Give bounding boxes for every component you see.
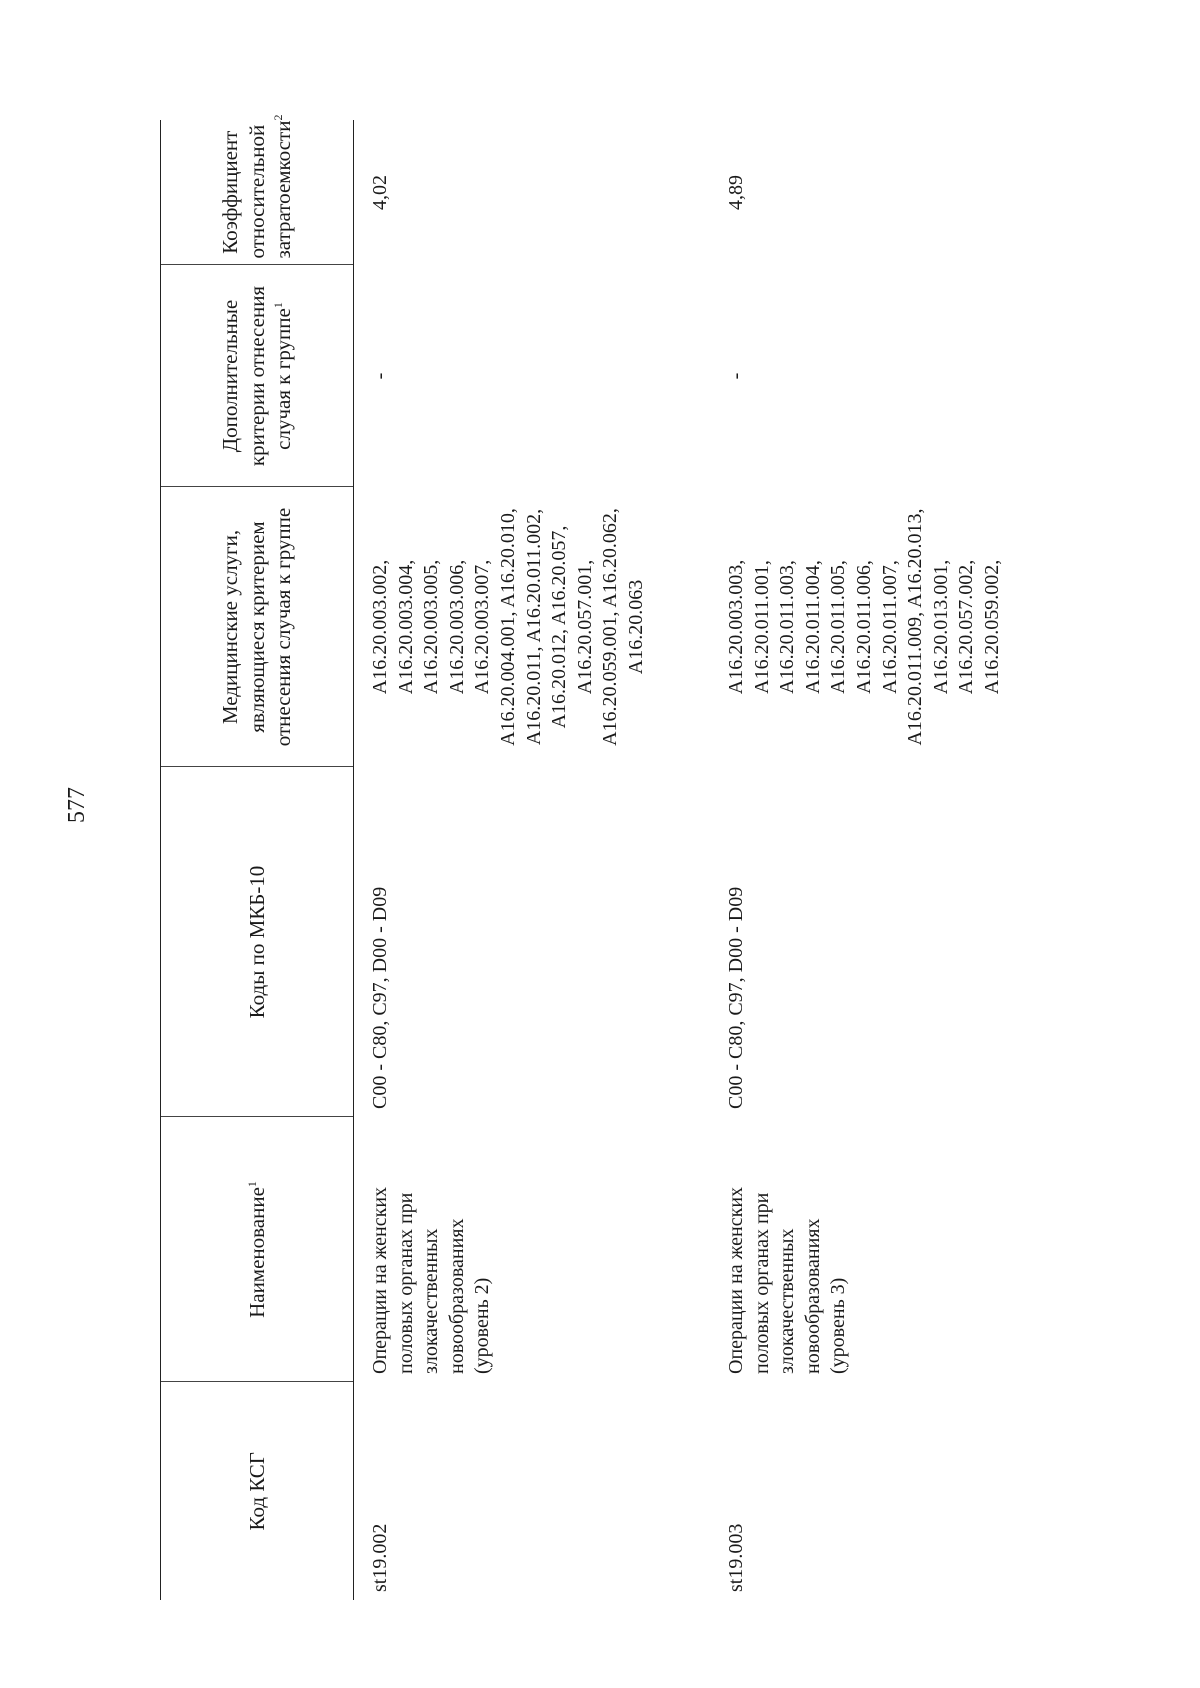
header-name: Наименование$^1$ xyxy=(161,1117,354,1382)
header-additional-criteria: Дополнительные критерии отнесения случая к группе$^1$ xyxy=(161,265,354,487)
name-line: новообразованиях xyxy=(801,1218,824,1374)
service-line: A16.20.011.005, xyxy=(827,560,850,694)
ksg-table xyxy=(160,114,1016,1600)
coefficient-cell: 4,02 xyxy=(369,175,391,210)
service-line: A16.20.011.003, xyxy=(776,560,799,694)
name-line: злокачественных xyxy=(776,1228,799,1374)
service-line: A16.20.063 xyxy=(624,579,647,675)
page-number: 577 xyxy=(64,787,90,823)
service-line: A16.20.011, A16.20.011.002, xyxy=(522,508,545,746)
service-line: A16.20.059.002, xyxy=(980,559,1003,695)
header-coefficient: Коэффициент относительной затратоемкости$^2$ xyxy=(161,120,354,265)
criteria-cell: - xyxy=(369,372,391,380)
name-line: (уровень 2) xyxy=(471,1277,494,1374)
name-line: злокачественных xyxy=(420,1228,443,1374)
service-line: A16.20.057.001, xyxy=(573,559,596,695)
header-medical-services: Медицинские услуги, являющиеся критерием отнесения случая к группе xyxy=(161,487,354,767)
name-line: Операции на женских xyxy=(369,1186,391,1374)
service-line: A16.20.011.009, A16.20.013, xyxy=(904,508,927,746)
service-line: A16.20.011.001, xyxy=(750,560,773,694)
name-cell xyxy=(354,1117,711,1382)
service-line: A16.20.003.006, xyxy=(445,559,468,695)
ksg-code-cell: st19.003 xyxy=(725,1523,747,1592)
coefficient-cell: 4,89 xyxy=(725,175,747,210)
name-line: Операции на женских xyxy=(725,1186,747,1374)
header-ksg-code: Код КСГ xyxy=(161,1382,354,1600)
service-line: A16.20.003.007, xyxy=(471,559,494,695)
services-cell xyxy=(354,487,711,767)
service-line: A16.20.003.003, xyxy=(725,559,747,695)
service-line: A16.20.004.001, A16.20.010, xyxy=(496,508,519,746)
service-line: A16.20.003.002, xyxy=(369,559,391,695)
name-line: половых органах при xyxy=(394,1192,417,1374)
table-header-row xyxy=(161,120,354,1600)
service-line: A16.20.057.002, xyxy=(955,559,978,695)
name-line: (уровень 3) xyxy=(827,1277,850,1374)
ksg-code-cell: st19.002 xyxy=(369,1523,391,1592)
service-line: A16.20.012, A16.20.057, xyxy=(548,525,571,729)
service-line: A16.20.011.007, xyxy=(878,560,901,694)
criteria-cell: - xyxy=(725,372,747,380)
icd-codes-cell: C00 - C80, C97, D00 - D09 xyxy=(369,886,391,1109)
services-cell xyxy=(710,487,1016,767)
table-row xyxy=(354,120,711,1600)
service-line: A16.20.011.004, xyxy=(801,560,824,694)
rotated-page xyxy=(160,114,1160,1600)
icd-codes-cell: C00 - C80, C97, D00 - D09 xyxy=(725,886,747,1109)
service-line: A16.20.003.004, xyxy=(394,559,417,695)
table-row xyxy=(710,120,1016,1600)
header-icd-codes: Коды по МКБ-10 xyxy=(161,767,354,1117)
name-line: половых органах при xyxy=(750,1192,773,1374)
name-line: новообразованиях xyxy=(445,1218,468,1374)
name-cell xyxy=(710,1117,1016,1382)
service-line: A16.20.011.006, xyxy=(852,560,875,694)
service-line: A16.20.013.001, xyxy=(929,559,952,695)
service-line: A16.20.059.001, A16.20.062, xyxy=(599,508,622,746)
service-line: A16.20.003.005, xyxy=(420,559,443,695)
